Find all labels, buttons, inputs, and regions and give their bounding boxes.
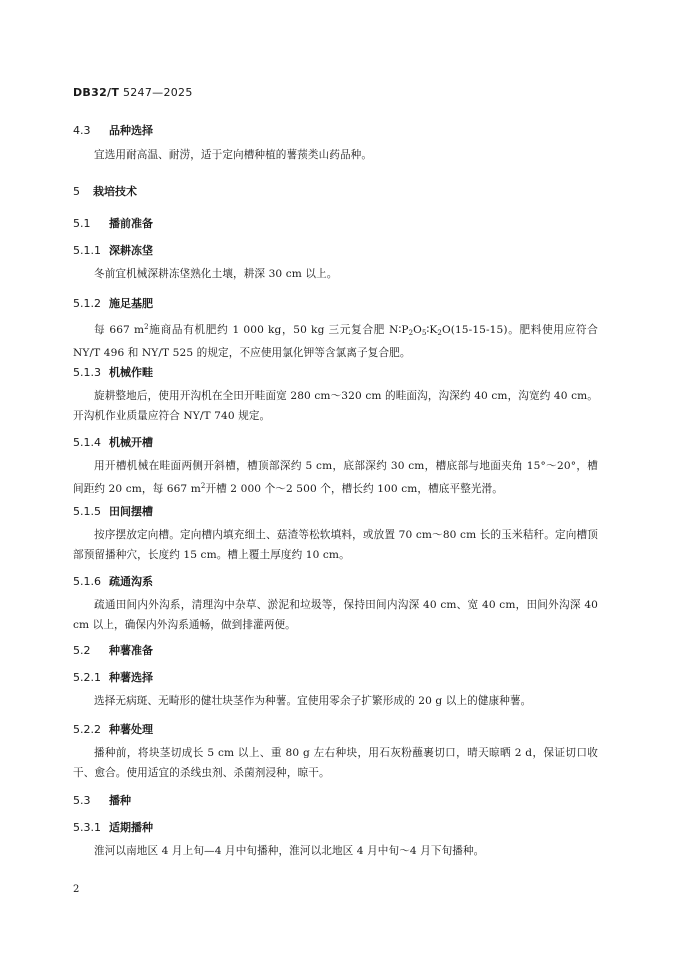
heading-5-1-4: 5.1.4 机械开槽 — [73, 436, 153, 449]
heading-5-1-2: 5.1.2 施足基肥 — [73, 297, 153, 310]
heading-5-1-3: 5.1.3 机械作畦 — [73, 366, 153, 379]
heading-5-1-6: 5.1.6 疏通沟系 — [73, 575, 153, 588]
paragraph-5-3-1: 淮河以南地区 4 月上旬—4 月中旬播种，淮河以北地区 4 月中旬～4 月下旬播种。 — [94, 845, 485, 857]
paragraph-5-1-4: 用开槽机械在畦面两侧开斜槽，槽顶部深约 5 cm，底部深约 30 cm，槽底部与地面夹角 15°～20°，槽间距约 20 cm，每 667 $m^2$开槽 2 000 个～2 500 个，槽长约 100 cm，槽底平整光滑。 — [73, 460, 598, 495]
paragraph-5-2-2: 播种前，将块茎切成长 5 cm 以上、重 80 g 左右种块，用石灰粉蘸裹切口，晴天晾晒 2 d，保证切口收干、愈合。使用适宜的杀线虫剂、杀菌剂浸种，晾干。 — [73, 747, 598, 779]
heading-5-1: 5.1 播前准备 — [73, 217, 153, 230]
page-number: 2 — [73, 884, 80, 895]
heading-5-2-1: 5.2.1 种薯选择 — [73, 671, 153, 684]
heading-5-1-5: 5.1.5 田间摆槽 — [73, 505, 153, 518]
standard-code: DB32/T 5247—2025 — [73, 86, 193, 99]
heading-5-3-1: 5.3.1 适期播种 — [73, 821, 153, 834]
paragraph-5-1-5: 按序摆放定向槽。定向槽内填充细土、菇渣等松软填料，或放置 70 cm～80 cm 长的玉米秸秆。定向槽顶部预留播种穴，长度约 15 cm。槽上覆土厚度约 10 cm。 — [73, 529, 598, 561]
heading-5-1-1: 5.1.1 深耕冻垡 — [73, 244, 153, 257]
paragraph-5-2-1: 选择无病斑、无畸形的健壮块茎作为种薯。宜使用零余子扩繁形成的 20 g 以上的健康种薯。 — [94, 695, 532, 707]
heading-5-2-2: 5.2.2 种薯处理 — [73, 723, 153, 736]
paragraph-5-1-2: 每 667 $m^2$施商品有机肥约 1 000 kg，50 kg 三元复合肥 $N∶P_2O_5∶K_2O(15-15-15)$。肥料使用应符合 NY/T 496 和 NY/T 525 的规定，不应使用氯化钾等含氯离子复合肥。 — [73, 323, 599, 359]
heading-5-3: 5.3 播种 — [73, 794, 131, 807]
heading-5-2: 5.2 种薯准备 — [73, 644, 153, 657]
paragraph-5-1-6: 疏通田间内外沟系，清理沟中杂草、淤泥和垃圾等，保持田间内沟深 40 cm、宽 40 cm，田间外沟深 40 cm 以上，确保内外沟系通畅，做到排灌两便。 — [73, 599, 598, 631]
heading-4-3: 4.3 品种选择 — [73, 124, 153, 137]
heading-5: 5 栽培技术 — [73, 185, 137, 198]
paragraph-5-1-1: 冬前宜机械深耕冻垡熟化土壤，耕深 30 cm 以上。 — [94, 268, 338, 280]
paragraph-4-3: 宜选用耐高温、耐涝，适于定向槽种植的薯蓣类山药品种。 — [94, 149, 373, 161]
paragraph-5-1-3: 旋耕整地后，使用开沟机在全田开畦面宽 280 cm～320 cm 的畦面沟，沟深约 40 cm，沟宽约 40 cm。开沟机作业质量应符合 NY/T 740 规定。 — [73, 390, 598, 422]
